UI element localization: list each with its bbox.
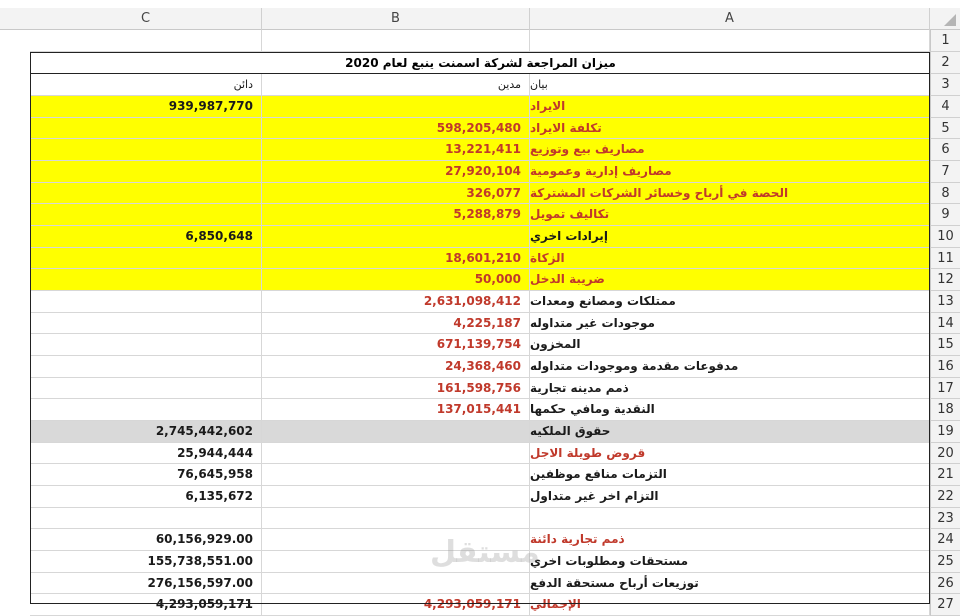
- statement-cell[interactable]: التزمات منافع موظفين: [530, 464, 930, 486]
- statement-header[interactable]: بيان: [530, 74, 930, 96]
- statement-cell[interactable]: مصاريف إدارية وعمومية: [530, 161, 930, 183]
- credit-cell[interactable]: 4,293,059,171: [30, 594, 262, 616]
- credit-cell[interactable]: [30, 508, 262, 530]
- column-header-a[interactable]: A: [530, 8, 930, 30]
- credit-cell[interactable]: [30, 269, 262, 291]
- debit-cell[interactable]: 2,631,098,412: [262, 291, 530, 313]
- statement-cell[interactable]: إيرادات اخري: [530, 226, 930, 248]
- table-row: [0, 269, 960, 291]
- credit-header[interactable]: دائن: [30, 74, 262, 96]
- row-number[interactable]: 6: [930, 139, 960, 161]
- table-row: [0, 139, 960, 161]
- table-row: [0, 508, 960, 530]
- table-row: [0, 573, 960, 595]
- statement-cell[interactable]: الايراد: [530, 96, 930, 118]
- statement-cell[interactable]: الحصة في أرباح وخسائر الشركات المشتركة: [530, 183, 930, 205]
- debit-cell[interactable]: 13,221,411: [262, 139, 530, 161]
- debit-cell[interactable]: 137,015,441: [262, 399, 530, 421]
- row-3: [0, 74, 960, 96]
- top-strip: [0, 0, 960, 8]
- row-number[interactable]: 5: [930, 118, 960, 140]
- row-number[interactable]: 23: [930, 508, 960, 530]
- credit-cell[interactable]: 25,944,444: [30, 443, 262, 465]
- statement-cell[interactable]: ذمم مدينه تجارية: [530, 378, 930, 400]
- row-number[interactable]: 17: [930, 378, 960, 400]
- column-header-bar: [0, 8, 960, 30]
- debit-cell[interactable]: 18,601,210: [262, 248, 530, 270]
- table-row: [0, 226, 960, 248]
- row-number[interactable]: 2: [930, 52, 960, 74]
- credit-cell[interactable]: [30, 378, 262, 400]
- credit-cell[interactable]: [30, 248, 262, 270]
- table-row: [0, 356, 960, 378]
- statement-cell[interactable]: النقدية ومافي حكمها: [530, 399, 930, 421]
- credit-cell[interactable]: 276,156,597.00: [30, 573, 262, 595]
- credit-cell[interactable]: 6,135,672: [30, 486, 262, 508]
- row-number[interactable]: 27: [930, 594, 960, 616]
- select-all-icon: [944, 14, 956, 26]
- credit-cell[interactable]: [30, 183, 262, 205]
- row-number[interactable]: 7: [930, 161, 960, 183]
- debit-cell[interactable]: [262, 443, 530, 465]
- credit-cell[interactable]: [30, 118, 262, 140]
- credit-cell[interactable]: [30, 334, 262, 356]
- debit-cell[interactable]: [262, 464, 530, 486]
- credit-cell[interactable]: [30, 204, 262, 226]
- statement-cell[interactable]: قروض طويلة الاجل: [530, 443, 930, 465]
- debit-cell[interactable]: [262, 226, 530, 248]
- debit-cell[interactable]: [262, 96, 530, 118]
- debit-cell[interactable]: [262, 508, 530, 530]
- statement-cell[interactable]: الزكاة: [530, 248, 930, 270]
- row-number[interactable]: 21: [930, 464, 960, 486]
- debit-header[interactable]: مدين: [262, 74, 530, 96]
- debit-cell[interactable]: 5,288,879: [262, 204, 530, 226]
- row-number[interactable]: 14: [930, 313, 960, 335]
- row-number[interactable]: 12: [930, 269, 960, 291]
- debit-cell[interactable]: 671,139,754: [262, 334, 530, 356]
- row-number[interactable]: 11: [930, 248, 960, 270]
- watermark: مستقل: [430, 535, 540, 570]
- statement-cell[interactable]: ذمم تجارية دائنة: [530, 529, 930, 551]
- table-row: [0, 96, 960, 118]
- credit-cell[interactable]: [30, 399, 262, 421]
- debit-cell[interactable]: [262, 573, 530, 595]
- debit-cell[interactable]: 50,000: [262, 269, 530, 291]
- debit-cell[interactable]: 24,368,460: [262, 356, 530, 378]
- table-row: [0, 291, 960, 313]
- row-number[interactable]: 8: [930, 183, 960, 205]
- credit-cell[interactable]: [30, 161, 262, 183]
- statement-cell[interactable]: تكلفة الايراد: [530, 118, 930, 140]
- statement-cell[interactable]: مصاريف بيع وتوزيع: [530, 139, 930, 161]
- credit-cell[interactable]: 76,645,958: [30, 464, 262, 486]
- statement-cell[interactable]: توزيعات أرباح مستحقة الدفع: [530, 573, 930, 595]
- row-number[interactable]: 26: [930, 573, 960, 595]
- debit-cell[interactable]: [262, 486, 530, 508]
- row-number[interactable]: 24: [930, 529, 960, 551]
- row-number[interactable]: 19: [930, 421, 960, 443]
- debit-cell[interactable]: [262, 421, 530, 443]
- row-number[interactable]: 4: [930, 96, 960, 118]
- row-number[interactable]: 10: [930, 226, 960, 248]
- table-row: [0, 334, 960, 356]
- statement-cell[interactable]: الإجمالي: [530, 594, 930, 616]
- statement-cell[interactable]: مدفوعات مقدمة وموجودات متداوله: [530, 356, 930, 378]
- table-row: [0, 183, 960, 205]
- row-number[interactable]: 25: [930, 551, 960, 573]
- credit-cell[interactable]: 6,850,648: [30, 226, 262, 248]
- credit-cell[interactable]: 60,156,929.00: [30, 529, 262, 551]
- select-all-corner[interactable]: [930, 8, 960, 30]
- row-number[interactable]: 9: [930, 204, 960, 226]
- table-row: [0, 118, 960, 140]
- credit-cell[interactable]: [30, 291, 262, 313]
- table-row: [0, 421, 960, 443]
- debit-cell[interactable]: 326,077: [262, 183, 530, 205]
- table-row: [0, 594, 960, 616]
- statement-cell[interactable]: المخزون: [530, 334, 930, 356]
- row-number[interactable]: 22: [930, 486, 960, 508]
- table-row: [0, 204, 960, 226]
- row-1: [0, 30, 960, 52]
- column-header-c[interactable]: C: [30, 8, 262, 30]
- row-2: [0, 52, 960, 74]
- statement-cell[interactable]: [530, 508, 930, 530]
- table-row: [0, 486, 960, 508]
- row-number[interactable]: 13: [930, 291, 960, 313]
- cell-b1[interactable]: [262, 30, 530, 52]
- debit-cell[interactable]: 4,225,187: [262, 313, 530, 335]
- table-row: [0, 464, 960, 486]
- statement-cell[interactable]: التزام اخر غير متداول: [530, 486, 930, 508]
- row-number[interactable]: 15: [930, 334, 960, 356]
- row-number[interactable]: 20: [930, 443, 960, 465]
- statement-cell[interactable]: تكاليف تمويل: [530, 204, 930, 226]
- table-row: [0, 248, 960, 270]
- table-row: [0, 313, 960, 335]
- credit-cell[interactable]: [30, 313, 262, 335]
- row-number[interactable]: 16: [930, 356, 960, 378]
- cell-c1[interactable]: [30, 30, 262, 52]
- statement-cell[interactable]: حقوق الملكيه: [530, 421, 930, 443]
- credit-cell[interactable]: 2,745,442,602: [30, 421, 262, 443]
- row-number[interactable]: 1: [930, 30, 960, 52]
- debit-cell[interactable]: 598,205,480: [262, 118, 530, 140]
- debit-cell[interactable]: 27,920,104: [262, 161, 530, 183]
- debit-cell[interactable]: 4,293,059,171: [262, 594, 530, 616]
- statement-cell[interactable]: ممتلكات ومصانع ومعدات: [530, 291, 930, 313]
- statement-cell[interactable]: موجودات غير متداوله: [530, 313, 930, 335]
- table-row: [0, 161, 960, 183]
- column-header-b[interactable]: B: [262, 8, 530, 30]
- row-number[interactable]: 3: [930, 74, 960, 96]
- credit-cell[interactable]: 939,987,770: [30, 96, 262, 118]
- statement-cell[interactable]: مستحقات ومطلوبات اخري: [530, 551, 930, 573]
- row-number[interactable]: 18: [930, 399, 960, 421]
- credit-cell[interactable]: [30, 139, 262, 161]
- credit-cell[interactable]: [30, 356, 262, 378]
- table-row: [0, 378, 960, 400]
- table-row: [0, 443, 960, 465]
- credit-cell[interactable]: 155,738,551.00: [30, 551, 262, 573]
- cell-a1[interactable]: [530, 30, 930, 52]
- debit-cell[interactable]: 161,598,756: [262, 378, 530, 400]
- report-title[interactable]: ميزان المراجعة لشركة اسمنت ينبع لعام 2020: [30, 52, 930, 74]
- table-row: [0, 399, 960, 421]
- statement-cell[interactable]: ضريبة الدخل: [530, 269, 930, 291]
